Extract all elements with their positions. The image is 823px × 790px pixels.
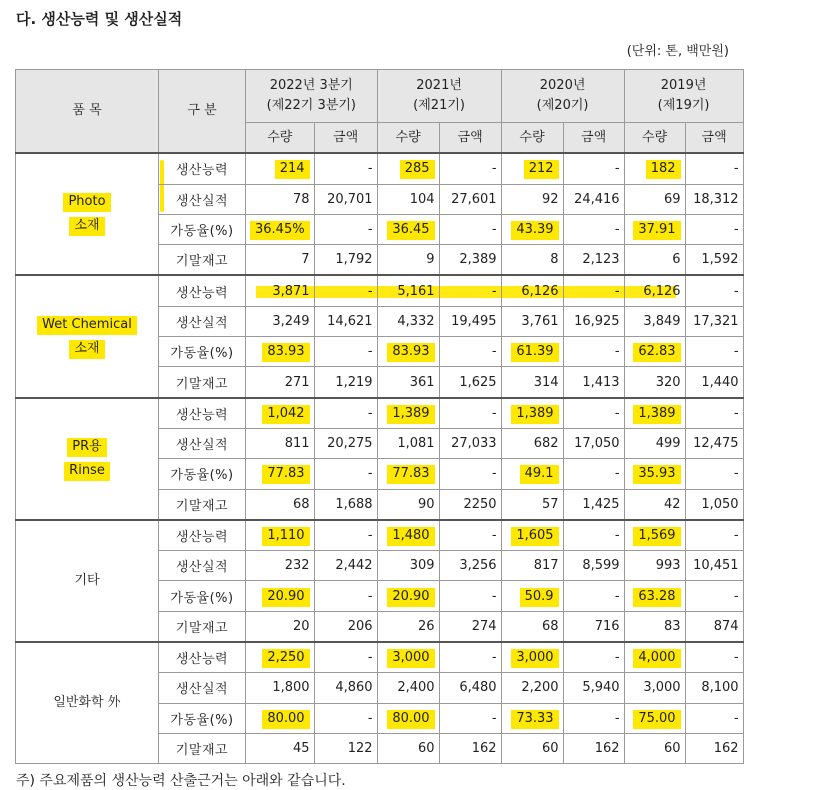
header-qty: 수량: [624, 123, 685, 154]
table-cell: -: [439, 520, 501, 551]
table-cell: 68: [246, 489, 315, 520]
table-cell: [624, 153, 685, 184]
table-cell: [624, 703, 685, 733]
table-cell: 817: [501, 551, 563, 581]
product-name-line: Rinse: [64, 462, 110, 481]
table-cell: 274: [439, 611, 501, 642]
highlighted-value: 1,389: [511, 405, 558, 424]
table-cell: -: [563, 337, 624, 367]
table-cell: -: [685, 275, 743, 306]
table-cell: 993: [624, 551, 685, 581]
row-label: 가동율(%): [159, 459, 246, 489]
table-cell: 7: [246, 245, 315, 276]
table-cell: 5,940: [563, 673, 624, 703]
highlighted-value: 61.39: [511, 343, 558, 362]
header-amt: 금액: [439, 123, 501, 154]
table-cell: 57: [501, 489, 563, 520]
highlighted-value: 62.83: [633, 343, 680, 362]
table-cell: 1,050: [685, 489, 743, 520]
table-cell: -: [439, 153, 501, 184]
highlighted-value: 1,389: [633, 405, 680, 424]
table-cell: 90: [377, 489, 439, 520]
table-cell: -: [685, 214, 743, 244]
table-cell: 309: [377, 551, 439, 581]
table-cell: -: [439, 581, 501, 611]
table-cell: -: [685, 642, 743, 673]
table-cell: 2,123: [563, 245, 624, 276]
table-cell: -: [563, 642, 624, 673]
table-cell: 232: [246, 551, 315, 581]
product-name-line: Wet Chemical: [37, 316, 137, 335]
highlighted-value: 4,000: [633, 649, 680, 668]
row-label: 생산능력: [159, 275, 246, 306]
highlighted-value: 83.93: [262, 343, 309, 362]
table-cell: 60: [624, 733, 685, 763]
header-section: 구 분: [159, 70, 246, 154]
table-cell: [501, 703, 563, 733]
table-cell: [246, 337, 315, 367]
highlighted-value: 285: [400, 160, 435, 179]
table-cell: [624, 337, 685, 367]
table-cell: 6,480: [439, 673, 501, 703]
table-cell: [246, 581, 315, 611]
table-cell: -: [314, 642, 377, 673]
table-cell: 8,100: [685, 673, 743, 703]
table-cell: 16,925: [563, 306, 624, 336]
highlighted-value: 35.93: [633, 465, 680, 484]
product-name-line: 소재: [69, 217, 104, 236]
highlighted-value: 1,389: [387, 405, 434, 424]
table-cell: 874: [685, 611, 743, 642]
table-cell: 1,625: [439, 367, 501, 398]
row-label: 가동율(%): [159, 581, 246, 611]
table-cell: 17,050: [563, 428, 624, 458]
table-cell: -: [563, 459, 624, 489]
table-cell: -: [314, 337, 377, 367]
table-cell: 3,849: [624, 306, 685, 336]
table-cell: 18,312: [685, 184, 743, 214]
table-cell: -: [314, 275, 377, 306]
table-cell: 6,126: [624, 275, 685, 306]
table-cell: 1,592: [685, 245, 743, 276]
highlighted-value: 182: [646, 160, 681, 179]
row-label: 기말재고: [159, 611, 246, 642]
table-cell: 162: [685, 733, 743, 763]
table-cell: 26: [377, 611, 439, 642]
table-cell: -: [314, 703, 377, 733]
table-cell: -: [439, 398, 501, 429]
table-cell: 42: [624, 489, 685, 520]
table-cell: [246, 520, 315, 551]
table-cell: -: [685, 153, 743, 184]
table-cell: 1,219: [314, 367, 377, 398]
product-name-line: 일반화학 外: [53, 695, 121, 711]
table-cell: 3,000: [624, 673, 685, 703]
header-qty: 수량: [246, 123, 315, 154]
table-cell: -: [685, 703, 743, 733]
header-amt: 금액: [563, 123, 624, 154]
table-cell: [377, 520, 439, 551]
product-name: [16, 398, 159, 520]
row-label: 가동율(%): [159, 337, 246, 367]
highlighted-value: 1,480: [387, 527, 434, 546]
table-cell: -: [439, 703, 501, 733]
table-cell: [377, 153, 439, 184]
table-body: [16, 153, 744, 763]
header-product: 품 목: [16, 70, 159, 154]
table-cell: -: [685, 520, 743, 551]
table-cell: [501, 642, 563, 673]
table-cell: 2,400: [377, 673, 439, 703]
table-cell: -: [685, 581, 743, 611]
table-cell: -: [439, 642, 501, 673]
table-cell: -: [563, 153, 624, 184]
table-cell: 5,161: [377, 275, 439, 306]
row-label: 생산실적: [159, 184, 246, 214]
table-row: [16, 642, 744, 673]
highlighted-value: 1,569: [633, 527, 680, 546]
table-cell: 8,599: [563, 551, 624, 581]
table-cell: [377, 214, 439, 244]
table-cell: 45: [246, 733, 315, 763]
table-cell: -: [563, 214, 624, 244]
header-period: 2022년 3분기 (제22기 3분기): [246, 70, 378, 123]
product-name-line: Photo: [63, 193, 110, 212]
product-name-line: 기타: [74, 572, 100, 588]
table-cell: 206: [314, 611, 377, 642]
table-cell: [246, 642, 315, 673]
table-cell: -: [685, 398, 743, 429]
table-cell: 3,871: [246, 275, 315, 306]
product-name: [16, 153, 159, 275]
highlighted-value: 37.91: [633, 221, 680, 240]
header-period: 2021년 (제21기): [377, 70, 501, 123]
table-cell: 3,256: [439, 551, 501, 581]
row-label: 가동율(%): [159, 703, 246, 733]
row-label: 생산실적: [159, 306, 246, 336]
highlighted-value: 43.39: [511, 221, 558, 240]
table-cell: 162: [563, 733, 624, 763]
table-row: [16, 275, 744, 306]
table-cell: [246, 214, 315, 244]
table-cell: 60: [501, 733, 563, 763]
table-cell: 10,451: [685, 551, 743, 581]
table-cell: 19,495: [439, 306, 501, 336]
row-label: 생산능력: [159, 398, 246, 429]
highlighted-value: 1,042: [262, 405, 309, 424]
highlighted-value: 80.00: [262, 710, 309, 729]
table-cell: 104: [377, 184, 439, 214]
table-cell: 69: [624, 184, 685, 214]
table-cell: 4,860: [314, 673, 377, 703]
table-cell: -: [439, 214, 501, 244]
row-label: 기말재고: [159, 733, 246, 763]
highlighted-value: 212: [524, 160, 559, 179]
table-cell: 12,475: [685, 428, 743, 458]
table-cell: 2,200: [501, 673, 563, 703]
highlighted-value: 36.45%: [250, 221, 310, 240]
row-label: 생산능력: [159, 153, 246, 184]
table-cell: 6,126: [501, 275, 563, 306]
table-cell: 361: [377, 367, 439, 398]
table-cell: -: [314, 520, 377, 551]
table-cell: -: [563, 520, 624, 551]
table-cell: [246, 703, 315, 733]
table-cell: [501, 398, 563, 429]
table-cell: 1,688: [314, 489, 377, 520]
highlighted-value: 73.33: [511, 710, 558, 729]
row-label: 기말재고: [159, 489, 246, 520]
highlighted-value: 63.28: [633, 588, 680, 607]
table-cell: 6: [624, 245, 685, 276]
table-cell: 92: [501, 184, 563, 214]
table-cell: [501, 520, 563, 551]
table-cell: [624, 398, 685, 429]
row-label: 기말재고: [159, 367, 246, 398]
table-cell: 499: [624, 428, 685, 458]
table-cell: [624, 642, 685, 673]
table-cell: 2,442: [314, 551, 377, 581]
table-cell: [377, 337, 439, 367]
table-cell: 1,440: [685, 367, 743, 398]
table-cell: 8: [501, 245, 563, 276]
table-cell: 271: [246, 367, 315, 398]
highlighted-value: 214: [275, 160, 310, 179]
highlighted-value: 1,110: [262, 527, 309, 546]
table-cell: [624, 520, 685, 551]
product-name-line: 소재: [69, 340, 104, 359]
table-cell: [246, 153, 315, 184]
header-qty: 수량: [501, 123, 563, 154]
table-cell: -: [563, 275, 624, 306]
table-cell: -: [314, 398, 377, 429]
table-cell: -: [563, 703, 624, 733]
unit-note: (단위: 톤, 백만원): [626, 44, 729, 59]
table-cell: 1,425: [563, 489, 624, 520]
highlighted-value: 36.45: [387, 221, 434, 240]
table-cell: 2,389: [439, 245, 501, 276]
header-period: 2020년 (제20기): [501, 70, 624, 123]
table-cell: 3,761: [501, 306, 563, 336]
table-cell: 83: [624, 611, 685, 642]
highlighted-value: 2,250: [262, 649, 309, 668]
table-cell: 716: [563, 611, 624, 642]
table-cell: 1,413: [563, 367, 624, 398]
table-cell: [377, 459, 439, 489]
table-cell: -: [314, 153, 377, 184]
highlighted-value: 75.00: [633, 710, 680, 729]
table-cell: 27,601: [439, 184, 501, 214]
header-amt: 금액: [314, 123, 377, 154]
table-cell: -: [314, 214, 377, 244]
table-cell: 811: [246, 428, 315, 458]
table-cell: 20,275: [314, 428, 377, 458]
highlighted-value: 80.00: [387, 710, 434, 729]
table-cell: 682: [501, 428, 563, 458]
table-cell: [377, 642, 439, 673]
table-cell: 27,033: [439, 428, 501, 458]
table-cell: [501, 459, 563, 489]
product-name: [16, 520, 159, 642]
header-period: 2019년 (제19기): [624, 70, 743, 123]
header-qty: 수량: [377, 123, 439, 154]
table-cell: [624, 214, 685, 244]
table-cell: -: [685, 337, 743, 367]
table-cell: 20: [246, 611, 315, 642]
table-cell: 4,332: [377, 306, 439, 336]
table-cell: [501, 153, 563, 184]
highlighted-value: 49.1: [520, 465, 559, 484]
table-cell: [377, 581, 439, 611]
highlighted-value: 3,000: [511, 649, 558, 668]
table-cell: [624, 459, 685, 489]
footnote: 주) 주요제품의 생산능력 산출근거는 아래와 같습니다.: [16, 773, 346, 789]
table-cell: 17,321: [685, 306, 743, 336]
highlighted-value: 20.90: [262, 588, 309, 607]
table-cell: 1,800: [246, 673, 315, 703]
highlighted-value: 50.9: [520, 588, 559, 607]
highlighted-value: 77.83: [387, 465, 434, 484]
table-cell: 24,416: [563, 184, 624, 214]
table-cell: [377, 398, 439, 429]
highlighted-value: 3,000: [387, 649, 434, 668]
table-row: [16, 520, 744, 551]
table-cell: 3,249: [246, 306, 315, 336]
table-cell: 14,621: [314, 306, 377, 336]
table-cell: 78: [246, 184, 315, 214]
table-cell: 320: [624, 367, 685, 398]
table-cell: -: [563, 581, 624, 611]
row-label: 생산능력: [159, 642, 246, 673]
table-cell: [246, 459, 315, 489]
product-name: [16, 275, 159, 397]
table-cell: -: [314, 459, 377, 489]
header-amt: 금액: [685, 123, 743, 154]
table-cell: [624, 581, 685, 611]
highlighted-value: 1,605: [511, 527, 558, 546]
row-label: 생산실적: [159, 673, 246, 703]
table-cell: -: [439, 275, 501, 306]
highlighted-value: 77.83: [262, 465, 309, 484]
table-cell: [377, 703, 439, 733]
table-cell: -: [439, 459, 501, 489]
table-cell: 162: [439, 733, 501, 763]
table-cell: 122: [314, 733, 377, 763]
row-label: 가동율(%): [159, 214, 246, 244]
table-cell: 1,081: [377, 428, 439, 458]
table-cell: [246, 398, 315, 429]
table-cell: 2250: [439, 489, 501, 520]
table-cell: [501, 337, 563, 367]
row-label: 생산능력: [159, 520, 246, 551]
table-cell: 1,792: [314, 245, 377, 276]
table-cell: -: [439, 337, 501, 367]
row-label: 생산실적: [159, 428, 246, 458]
table-cell: -: [314, 581, 377, 611]
table-cell: 60: [377, 733, 439, 763]
table-cell: [501, 214, 563, 244]
product-name-line: PR용: [67, 438, 106, 457]
table-cell: [501, 581, 563, 611]
table-row: [16, 153, 744, 184]
table-cell: -: [685, 459, 743, 489]
table-cell: 314: [501, 367, 563, 398]
table-row: [16, 398, 744, 429]
product-name: [16, 642, 159, 764]
production-table: [15, 69, 744, 764]
table-cell: 9: [377, 245, 439, 276]
table-cell: -: [563, 398, 624, 429]
highlighted-value: 20.90: [387, 588, 434, 607]
highlighted-value: 83.93: [387, 343, 434, 362]
row-label: 기말재고: [159, 245, 246, 276]
table-cell: 20,701: [314, 184, 377, 214]
section-title: 다. 생산능력 및 생산실적: [16, 10, 183, 28]
table-cell: 68: [501, 611, 563, 642]
row-label: 생산실적: [159, 551, 246, 581]
